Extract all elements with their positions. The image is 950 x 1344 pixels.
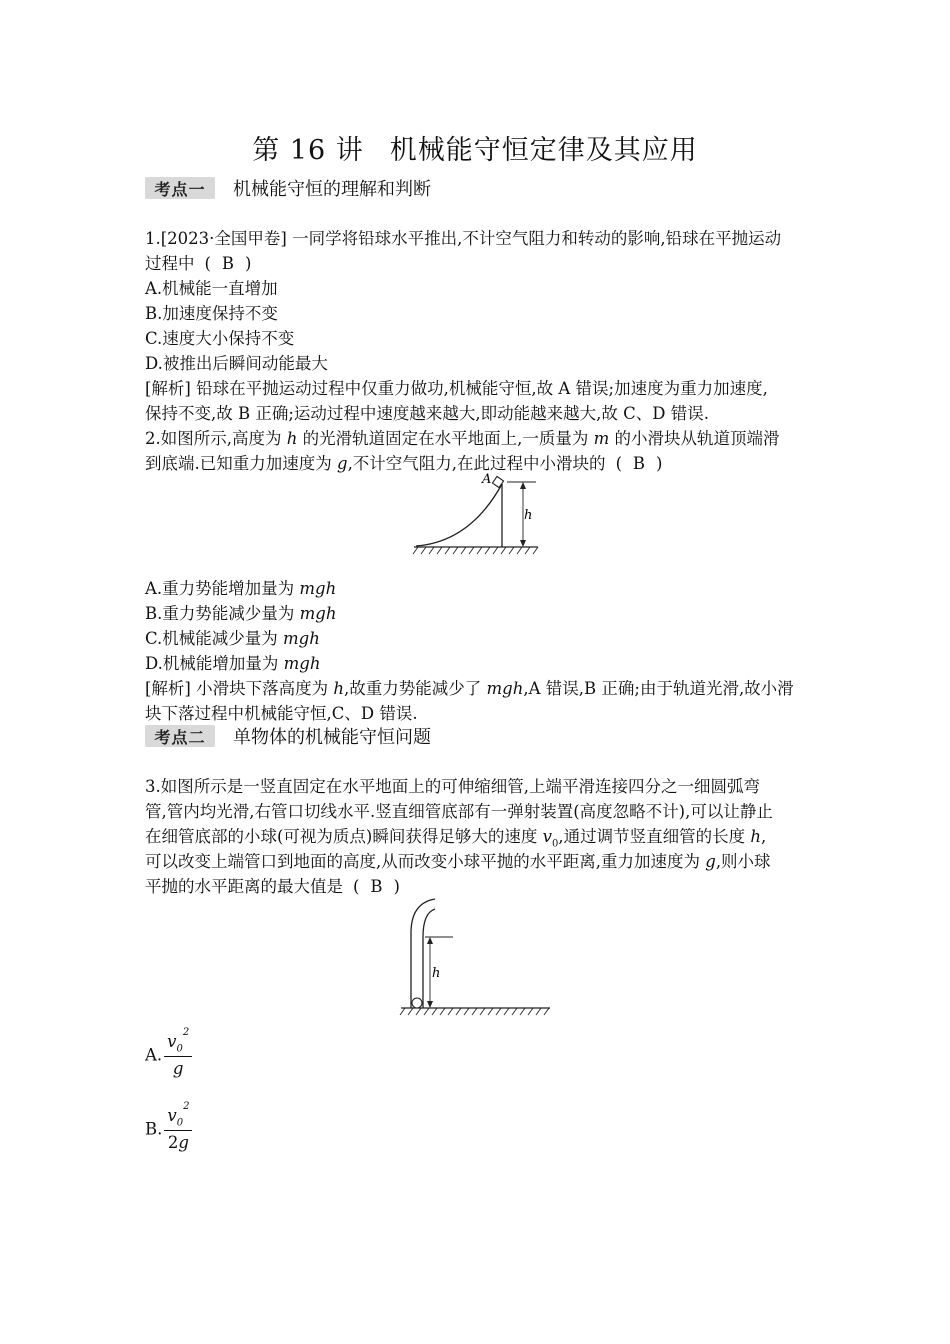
q2-answer: ( B ) bbox=[615, 454, 663, 473]
q3-figure-label-h: h bbox=[432, 966, 441, 981]
q2-stem-line-2: 到底端.已知重力加速度为 g,不计空气阻力,在此过程中小滑块的 ( B ) bbox=[145, 451, 662, 476]
section-badge: 考点一 bbox=[145, 177, 215, 199]
q3-option-b: B. $\frac{v_0^2}{2g}$ bbox=[145, 1106, 192, 1152]
q1-option-b: B.加速度保持不变 bbox=[145, 304, 278, 323]
q1-stem-line-1: 1.[2023·全国甲卷] 一同学将铅球水平推出,不计空气阻力和转动的影响,铅球在平抛运动 bbox=[145, 229, 782, 248]
section-badge: 考点二 bbox=[145, 725, 215, 747]
q1-analysis-line-2: 保持不变,故 B 正确;运动过程中速度越来越大,即动能越来越大,故 C、D 错误. bbox=[145, 404, 709, 423]
lecture-topic: 机械能守恒定律及其应用 bbox=[389, 135, 698, 166]
section-header-2 bbox=[145, 722, 431, 750]
q2-figure-label-a: A bbox=[482, 472, 492, 487]
q1-option-c: C.速度大小保持不变 bbox=[145, 329, 295, 348]
section-title: 单物体的机械能守恒问题 bbox=[233, 727, 431, 748]
q1-option-d: D.被推出后瞬间动能最大 bbox=[145, 354, 328, 373]
q3-stem-line-2: 管,管内均光滑,右管口切线水平.竖直细管底部有一弹射装置(高度忽略不计),可以让静止 bbox=[145, 802, 773, 821]
q1-answer: ( B ) bbox=[204, 254, 252, 273]
section-header-1 bbox=[145, 174, 431, 202]
q2-option-d: D.机械能增加量为 mgh bbox=[145, 654, 321, 673]
page-title bbox=[0, 128, 950, 167]
q3-stem-line-4: 可以改变上端管口到地面的高度,从而改变小球平抛的水平距离,重力加速度为 g,则小球 bbox=[145, 852, 771, 871]
q2-option-b: B.重力势能减少量为 mgh bbox=[145, 604, 337, 623]
q2-analysis-line-1: [解析] 小滑块下落高度为 h,故重力势能减少了 mgh,A 错误,B 正确;由于轨道光滑,故小滑 bbox=[145, 679, 794, 698]
q2-figure-label-h: h bbox=[524, 508, 533, 523]
q3-stem-line-1: 3.如图所示是一竖直固定在水平地面上的可伸缩细管,上端平滑连接四分之一细圆弧弯 bbox=[145, 777, 760, 796]
q2-option-a: A.重力势能增加量为 mgh bbox=[145, 579, 337, 598]
q3-tube-figure bbox=[395, 893, 555, 1023]
section-title: 机械能守恒的理解和判断 bbox=[233, 179, 431, 200]
q2-track-figure bbox=[410, 468, 545, 560]
q2-stem-line-1: 2.如图所示,高度为 h 的光滑轨道固定在水平地面上,一质量为 m 的小滑块从轨道顶端滑 bbox=[145, 429, 780, 448]
q3-option-a: A. $\frac{v_0^2}{g}$ bbox=[145, 1032, 192, 1078]
lecture-number: 第 16 讲 bbox=[252, 135, 364, 166]
q2-analysis-line-2: 块下落过程中机械能守恒,C、D 错误. bbox=[145, 704, 418, 723]
q3-stem-line-5: 平抛的水平距离的最大值是 ( B ) bbox=[145, 874, 400, 899]
q1-stem-line-2: 过程中 ( B ) bbox=[145, 251, 251, 276]
q3-option-b-fraction: $\frac{v_0^2}{2g}$ bbox=[164, 1106, 192, 1152]
q3-stem-line-3: 在细管底部的小球(可视为质点)瞬间获得足够大的速度 $v_0$,通过调节竖直细管的长度 h, bbox=[145, 827, 767, 850]
q1-option-a: A.机械能一直增加 bbox=[145, 279, 278, 298]
q2-option-c: C.机械能减少量为 mgh bbox=[145, 629, 320, 648]
q1-analysis-line-1: [解析] 铅球在平抛运动过程中仅重力做功,机械能守恒,故 A 错误;加速度为重力加速度, bbox=[145, 379, 768, 398]
q3-option-a-fraction: $\frac{v_0^2}{g}$ bbox=[164, 1032, 192, 1078]
q3-answer: ( B ) bbox=[353, 877, 400, 896]
